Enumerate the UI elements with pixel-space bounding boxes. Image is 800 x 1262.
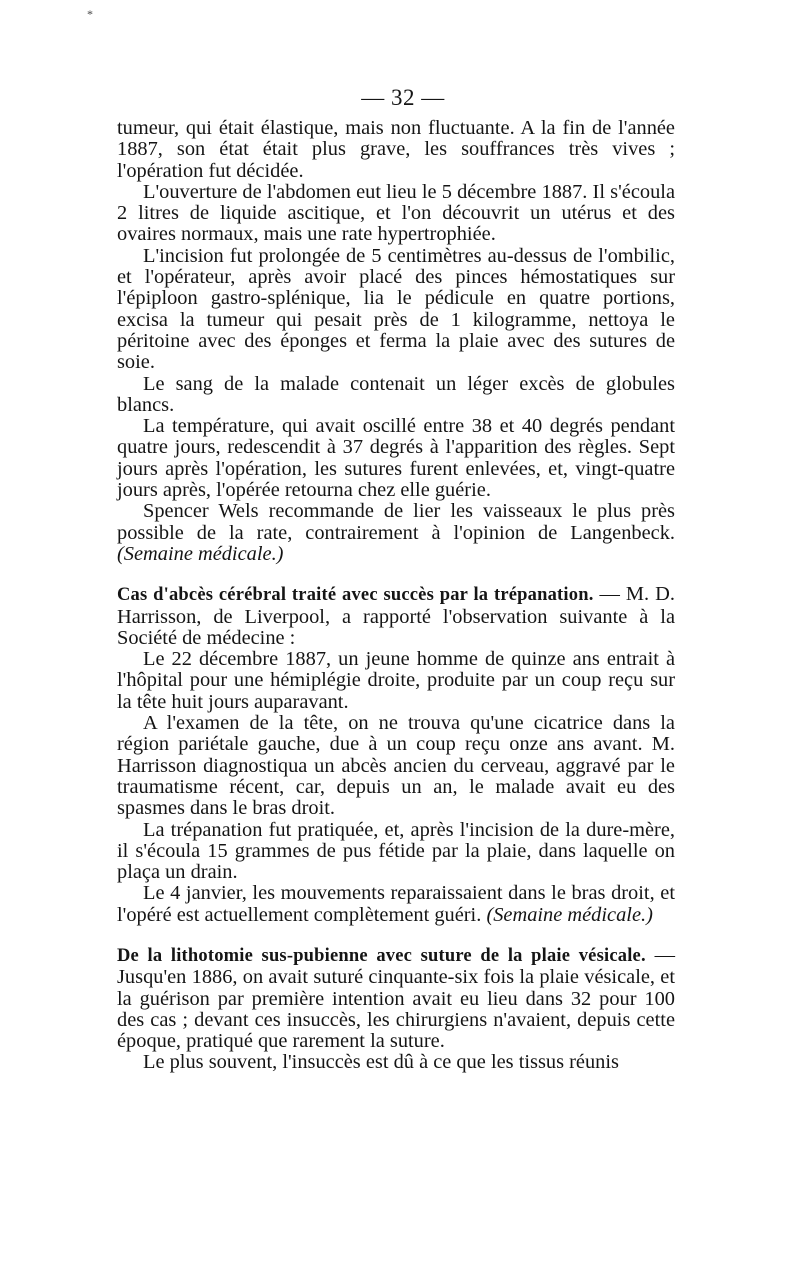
section-lithotomie [117, 945, 675, 1052]
section-abces [117, 584, 675, 649]
source-citation: (Semaine médicale.) [486, 903, 653, 926]
section-gap [117, 926, 675, 945]
stray-print-mark: * [87, 7, 93, 21]
paragraph-examination: A l'examen de la tête, on ne trouva qu'une cicatrice dans la région pariétale gauche, due à un coup reçu onze ans avant. M. Harrisson diagnostiqua un abcès ancien du cerveau, aggravé par le traumatisme récent, car, depuis un an, le malade avait eu des spasmes dans le bras droit. [117, 712, 675, 820]
recovery-text: Le 4 janvier, les mouvements reparaissaient dans le bras droit, et l'opéré est actuellement complètement guéri. [117, 882, 675, 926]
paragraph-trepanation: La trépanation fut pratiquée, et, après l'incision de la dure-mère, il s'écoula 15 grammes de pus fétide par la plaie, dans laquelle on plaça un drain. [117, 818, 675, 884]
document-page [117, 84, 675, 1074]
section-heading-abces: Cas d'abcès cérébral traité avec succès par la trépanation. [117, 585, 594, 606]
paragraph-continuation: tumeur, qui était élastique, mais non fluctuante. A la fin de l'année 1887, son état était plus grave, les souffrances très vives ; l'opération fut décidée. [117, 117, 675, 182]
source-citation: (Semaine médicale.) [117, 542, 284, 565]
paragraph-temperature: La température, qui avait oscillé entre 38 et 40 degrés pendant quatre jours, redescendit à 37 degrés à l'apparition des règles. Sept jours après l'opération, les sutures furent enlevées, et, vingt-quatre jours après, l'opérée retourna chez elle guérie. [117, 415, 675, 502]
page-number: — 32 — [361, 85, 445, 110]
section-gap [117, 565, 675, 584]
paragraph-recommendation [117, 501, 675, 565]
paragraph-incision: L'incision fut prolongée de 5 centimètres au-dessus de l'ombilic, et l'opérateur, après avoir placé des pinces hémostatiques sur l'épiploon gastro-splénique, lia le pédicule en quatre portions, excisa la tumeur qui pesait près de 1 kilogramme, nettoya le péritoine avec des éponges et ferma la plaie avec des sutures de soie. [117, 244, 675, 374]
section-heading-lithotomie: De la lithotomie sus-pubienne avec suture de la plaie vésicale. [117, 945, 646, 966]
paragraph-blood: Le sang de la malade contenait un léger excès de globules blancs. [117, 372, 675, 416]
recommendation-text: Spencer Wels recommande de lier les vaisseaux le plus près possible de la rate, contrairement à l'opinion de Langenbeck. [117, 500, 675, 544]
paragraph-recovery [117, 883, 675, 926]
paragraph-final: Le plus souvent, l'insuccès est dû à ce que les tissus réunis [143, 1051, 619, 1074]
paragraph-operation: L'ouverture de l'abdomen eut lieu le 5 décembre 1887. Il s'écoula 2 litres de liquide ascitique, et l'on découvrit un utérus et des ovaires normaux, mais une rate hypertrophiée. [117, 180, 675, 246]
section-intro-abces: — M. D. Harrisson, de Liverpool, a rapporté l'observation suivante à la Société de médecine : [117, 583, 675, 649]
paragraph-admission: Le 22 décembre 1887, un jeune homme de quinze ans entrait à l'hôpital pour une hémiplégie droite, produite par un coup reçu sur la tête huit jours auparavant. [117, 648, 675, 713]
section-intro-lithotomie: — Jusqu'en 1886, on avait suturé cinquante-six fois la plaie vésicale, et la guérison par première intention avait eu lieu dans 32 pour 100 des cas ; devant ces insuccès, les chirurgiens n'avaient, depuis cette époque, pratiqué que rarement la suture. [117, 943, 675, 1053]
body-text [117, 118, 675, 1074]
